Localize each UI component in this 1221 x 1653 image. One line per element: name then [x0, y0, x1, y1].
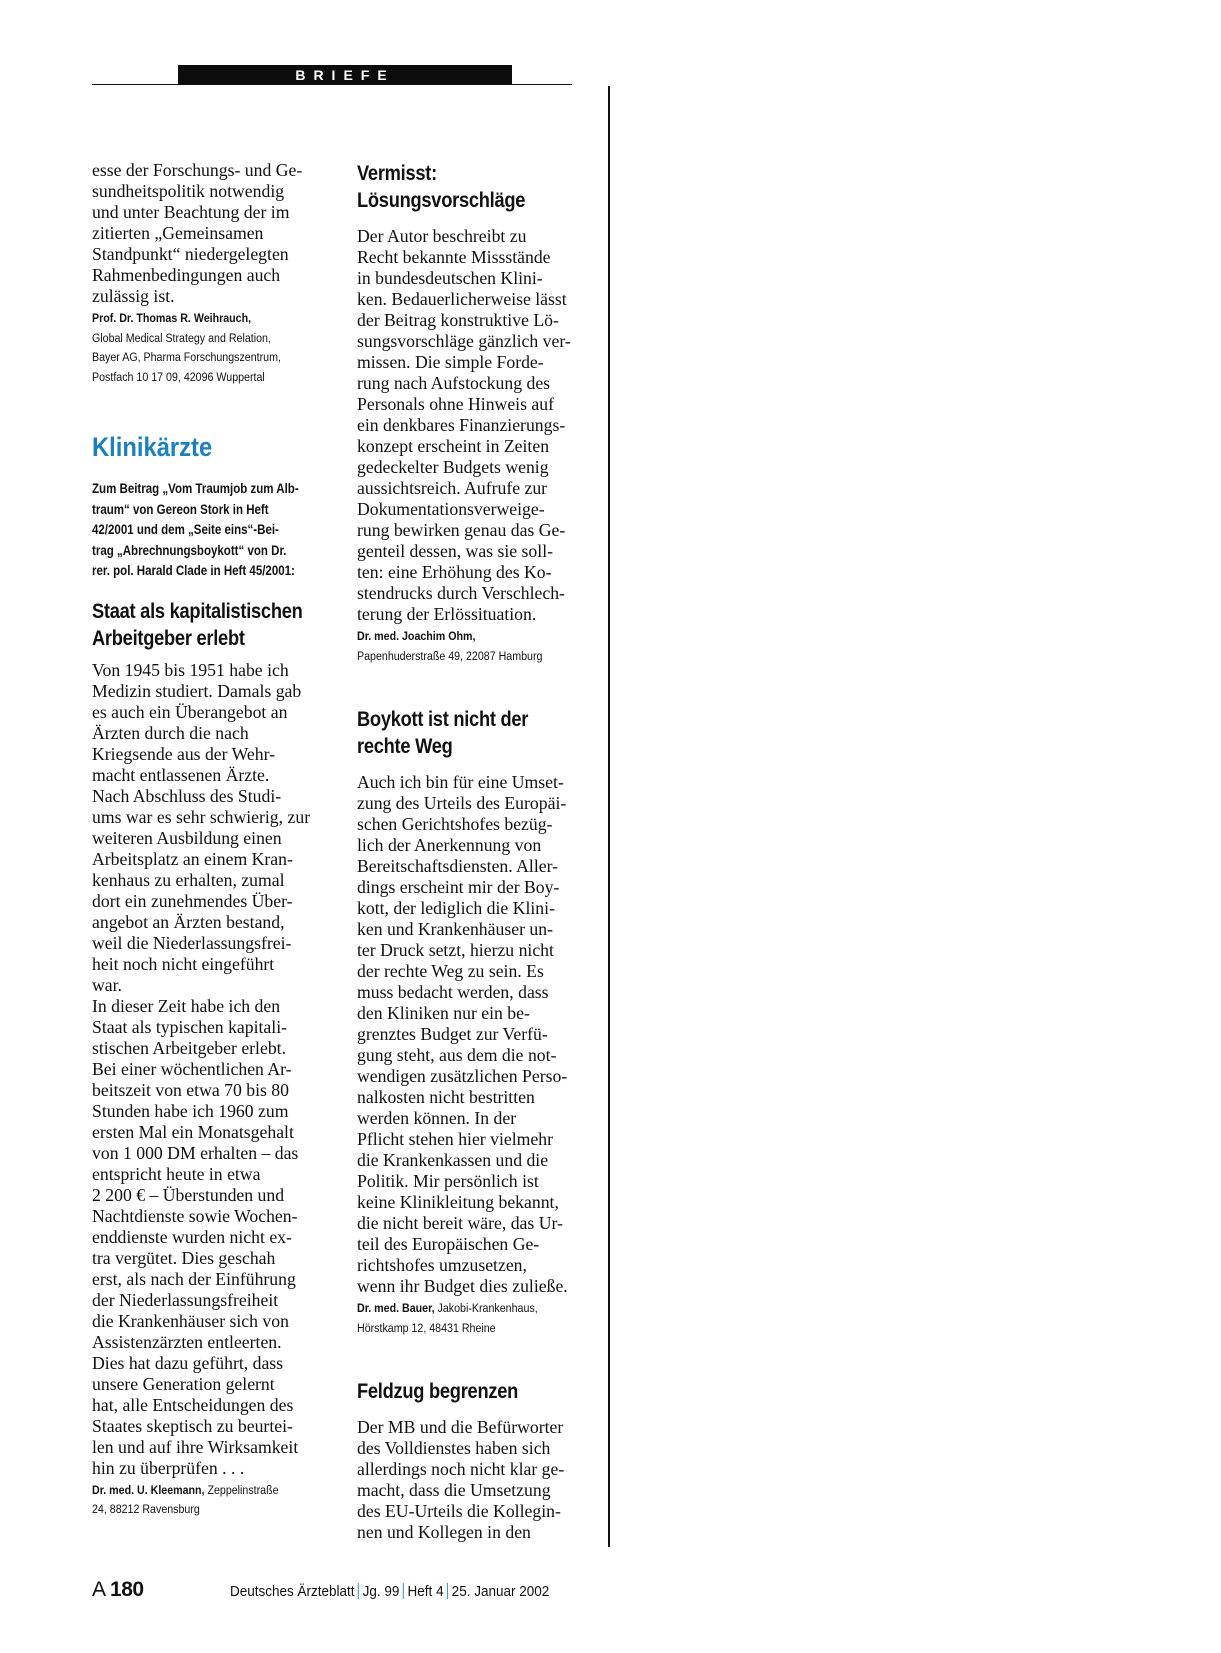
section-title: Klinikärzte: [92, 432, 213, 462]
signature-name: Dr. med. U. Kleemann,: [92, 1482, 205, 1497]
signature-address-line: Papenhuderstraße 49, 22087 Hamburg: [357, 648, 543, 663]
letter-headline: Feldzug begrenzen: [357, 1380, 519, 1403]
signature-address: Zeppelinstraße: [204, 1482, 279, 1497]
column-rule: [608, 86, 610, 1547]
letter-body: Von 1945 bis 1951 habe ich Medizin studiert. Damals gab es auch ein Überangebot an Ärzten durch die nach Kriegsende aus der Wehr- macht entlassenen Ärzte. Nach Abschluss des Studi- ums war es sehr schwierig, zur weiteren Ausbildung einen Arbeitsplatz an einem Kran- kenhaus zu erhalten, zumal dort ein zunehmendes Über- angebot an Ärzten bestand, weil die Niederlassungsfrei- heit noch nicht eingeführt war. In dieser Zeit habe ich den Staat als typischen kapitali- stischen Arbeitgeber erlebt. Bei einer wöchentlichen Ar- beitszeit von etwa 70 bis 80 Stunden habe ich 1960 zum ersten Mal ein Monatsgehalt von 1 000 DM erhalten – das entspricht heute in etwa 2 200 € – Überstunden und Nachtdienste sowie Wochen- enddienste wurden nicht ex- tra vergütet. Dies geschah erst, als nach der Einführung der Niederlassungsfreiheit die Krankenhäuser sich von Assistenzärzten entleerten. Dies hat dazu geführt, dass unsere Generation gelernt hat, alle Entscheidungen des Staates skeptisch zu beurtei- len und auf ihre Wirksamkeit hin zu überprüfen . . .: [92, 659, 311, 1478]
issue-date: 25. Januar 2002: [451, 1583, 550, 1600]
journal-issue: Heft 4: [407, 1583, 444, 1600]
journal-name: Deutsches Ärzteblatt: [230, 1583, 355, 1600]
signature-name: Prof. Dr. Thomas R. Weihrauch,: [92, 311, 252, 325]
letter-body: Auch ich bin für eine Umset- zung des Urteils des Europäi- schen Gerichtshofes bezüg- lich der Anerkennung von Bereitschaftsdiensten. Aller- dings erscheint mir der Boy- kott, der lediglich die Klini- ken und Krankenhäuser un- ter Druck setzt, hierzu nicht der rechte Weg zu sein. Es muss bedacht werden, dass den Kliniken nur ein be- grenztes Budget zur Verfü- gung steht, aus dem die not- wendigen zusätzlichen Perso- nalkosten nicht bestritten werden können. In der Pflicht stehen hier vielmehr die Krankenkassen und die Politik. Mir persönlich ist keine Klinikleitung bekannt, die nicht bereit wäre, das Ur- teil des Europäischen Ge- richtshofes umzusetzen, wenn ihr Budget dies zuließe.: [357, 772, 568, 1296]
letter-signature-ohm: [357, 627, 606, 666]
letter-signature-bauer: [357, 1299, 606, 1338]
article-reference-intro: Zum Beitrag „Vom Traumjob zum Alb- traum“ von Gereon Stork in Heft 42/2001 und dem „Seite eins“-Bei- trag „Abrechnungsboykott“ von Dr. rer. pol. Harald Clade in Heft 45/2001:: [92, 481, 299, 578]
page-prefix: A: [92, 1578, 107, 1601]
signature-address: Jakobi-Krankenhaus,: [434, 1301, 538, 1315]
footer-separator: [358, 1583, 359, 1599]
journal-volume: Jg. 99: [362, 1583, 400, 1600]
signature-address-line: Hörstkamp 12, 48431 Rheine: [357, 1320, 496, 1335]
footer-separator: [403, 1583, 404, 1599]
footer-meta: [230, 1583, 549, 1600]
signature-name: Dr. med. Joachim Ohm,: [357, 629, 476, 643]
letter-signature-weihrauch: [92, 309, 341, 387]
page-number: 180: [110, 1578, 144, 1601]
page-footer: [92, 1578, 144, 1604]
section-banner: BRIEFE: [178, 65, 512, 85]
signature-name: Dr. med. Bauer,: [357, 1301, 435, 1315]
continued-letter-text: esse der Forschungs- und Ge- sundheitspolitik notwendig und unter Beachtung der im zitierten „Gemeinsamen Standpunkt“ niedergelegten Rahmenbedingungen auch zulässig ist.: [92, 160, 303, 306]
left-column: [92, 160, 340, 1520]
letter-body: Der Autor beschreibt zu Recht bekannte Missstände in bundesdeutschen Klini- ken. Bedauerlicherweise lässt der Beitrag konstruktive Lö- sungsvorschläge gänzlich ver- missen. Die simple Forde- rung nach Aufstockung des Personals ohne Hinweis auf ein denkbares Finanzierungs- konzept erscheint in Zeiten gedeckelter Budgets wenig aussichtsreich. Aufrufe zur Dokumentationsverweige- rung bewirken genau das Ge- genteil dessen, was sie soll- ten: eine Erhöhung des Ko- stendrucks durch Verschlech- terung der Erlössituation.: [357, 226, 571, 624]
letter-signature-kleemann: [92, 1481, 341, 1520]
letter-body: Der MB und die Befürworter des Volldienstes haben sich allerdings noch nicht klar ge- macht, dass die Umsetzung des EU-Urteils die Kollegin- nen und Kollegen in den: [357, 1417, 565, 1542]
right-column: [357, 160, 605, 1543]
signature-address-line: 24, 88212 Ravensburg: [92, 1502, 200, 1516]
letter-headline: Staat als kapitalistischen Arbeitgeber erlebt: [92, 599, 303, 650]
signature-address: Global Medical Strategy and Relation, Bayer AG, Pharma Forschungszentrum, Postfach 10 17 09, 42096 Wuppertal: [92, 330, 281, 384]
footer-separator: [447, 1583, 448, 1599]
letter-headline: Boykott ist nicht der rechte Weg: [357, 708, 529, 758]
letter-headline: Vermisst: Lösungsvorschläge: [357, 162, 526, 212]
